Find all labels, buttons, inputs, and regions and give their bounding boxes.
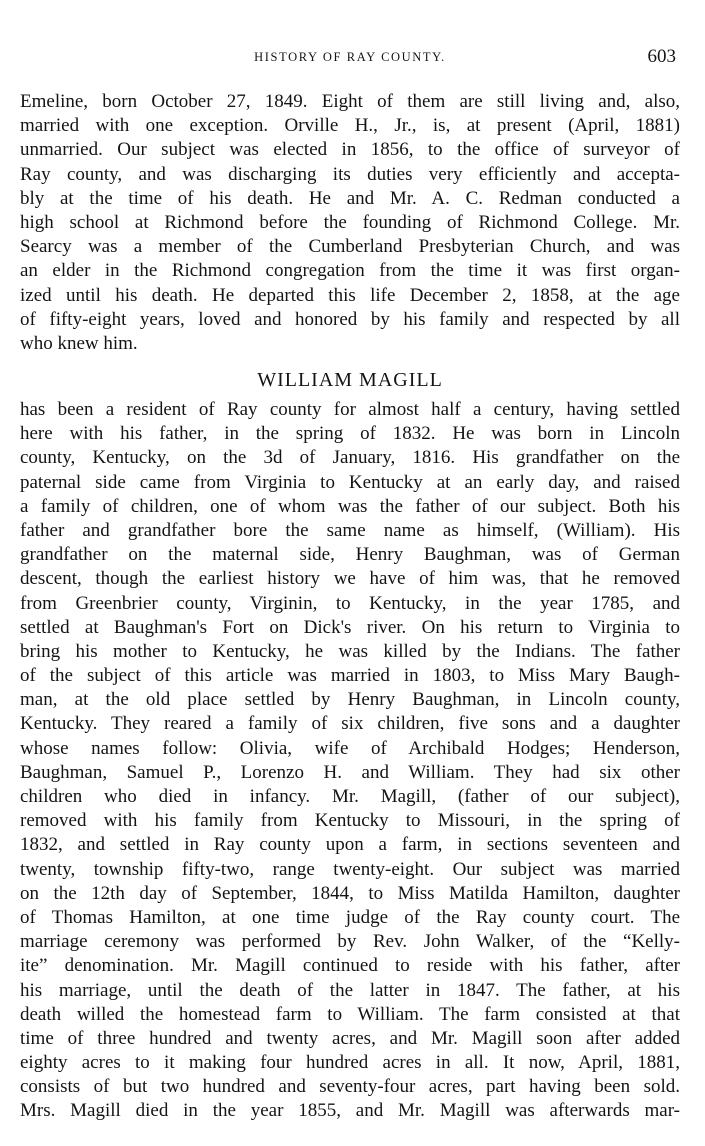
text-line: unmarried. Our subject was elected in 1856, to the office of surveyor of	[20, 139, 680, 161]
text-line: ite” denomination. Mr. Magill continued to reside with his father, after	[20, 955, 680, 977]
text-line: 1832, and settled in Ray county upon a farm, in sections seventeen and	[20, 834, 680, 856]
text-line: ized until his death. He departed this life December 2, 1858, at the age	[20, 284, 680, 306]
text-line: Mrs. Magill died in the year 1855, and Mr. Magill was afterwards mar-	[20, 1100, 680, 1122]
text-line: twenty, township fifty-two, range twenty-eight. Our subject was married	[20, 858, 680, 880]
text-line: of fifty-eight years, loved and honored by his family and respected by all	[20, 308, 680, 330]
text-line: children who died in infancy. Mr. Magill, (father of our subject),	[20, 786, 680, 807]
text-line: Ray county, and was discharging its duties very efficiently and accepta-	[20, 163, 680, 185]
text-line: Baughman, Samuel P., Lorenzo H. and William. They had six other	[20, 761, 680, 783]
text-line: who knew him.	[20, 332, 138, 354]
paragraph-william-magill	[20, 398, 680, 1124]
text-line: has been a resident of Ray county for almost half a century, having settled	[20, 399, 680, 420]
text-line: of Thomas Hamilton, at one time judge of the Ray county court. The	[20, 906, 680, 928]
text-line: consists of but two hundred and seventy-four acres, part having been sold.	[20, 1076, 680, 1098]
text-line: death willed the homestead farm to William. The farm consisted at that	[20, 1003, 680, 1025]
text-line: Emeline, born October 27, 1849. Eight of them are still living and, also,	[20, 91, 680, 112]
section-heading: WILLIAM MAGILL	[257, 369, 443, 391]
text-line: father and grandfather bore the same name as himself, (William). His	[20, 519, 680, 541]
running-title: HISTORY OF RAY COUNTY.	[254, 50, 446, 64]
text-line: descent, though the earliest history we have of him was, that he removed	[20, 568, 680, 590]
text-line: here with his father, in the spring of 1832. He was born in Lincoln	[20, 423, 680, 445]
text-line: man, at the old place settled by Henry Baughman, in Lincoln county,	[20, 689, 680, 711]
text-line: of the subject of this article was married in 1803, to Miss Mary Baugh-	[20, 665, 680, 687]
text-line: removed with his family from Kentucky to Missouri, in the spring of	[20, 810, 680, 832]
text-line: settled at Baughman's Fort on Dick's river. On his return to Virginia to	[20, 616, 680, 638]
text-line: high school at Richmond before the founding of Richmond College. Mr.	[20, 211, 680, 233]
text-line: Kentucky. They reared a family of six children, five sons and a daughter	[20, 713, 680, 735]
page-number: 603	[647, 46, 676, 67]
running-head	[20, 46, 680, 70]
paragraph-searcy-conclusion	[20, 90, 680, 356]
text-line: from Greenbrier county, Virginin, to Kentucky, in the year 1785, and	[20, 592, 680, 614]
text-line: whose names follow: Olivia, wife of Archibald Hodges; Henderson,	[20, 737, 680, 759]
text-line: a family of children, one of whom was the father of our subject. Both his	[20, 495, 680, 517]
text-line: marriage ceremony was performed by Rev. John Walker, of the “Kelly-	[20, 931, 680, 953]
text-line: bring his mother to Kentucky, he was killed by the Indians. The father	[20, 640, 680, 662]
text-line: bly at the time of his death. He and Mr. A. C. Redman conducted a	[20, 187, 680, 209]
text-line: eighty acres to it making four hundred acres in all. It now, April, 1881,	[20, 1052, 680, 1074]
text-line: an elder in the Richmond congregation from the time it was first organ-	[20, 260, 680, 282]
text-line: married with one exception. Orville H., Jr., is, at present (April, 1881)	[20, 115, 680, 137]
text-line: time of three hundred and twenty acres, and Mr. Magill soon after added	[20, 1027, 680, 1049]
text-line: on the 12th day of September, 1844, to Miss Matilda Hamilton, daughter	[20, 882, 680, 904]
text-line: his marriage, until the death of the latter in 1847. The father, at his	[20, 979, 680, 1001]
text-line: paternal side came from Virginia to Kentucky at an early day, and raised	[20, 471, 680, 493]
text-line: Searcy was a member of the Cumberland Presbyterian Church, and was	[20, 236, 680, 258]
text-line: county, Kentucky, on the 3d of January, 1816. His grandfather on the	[20, 447, 680, 469]
text-line: grandfather on the maternal side, Henry Baughman, was of German	[20, 544, 680, 566]
